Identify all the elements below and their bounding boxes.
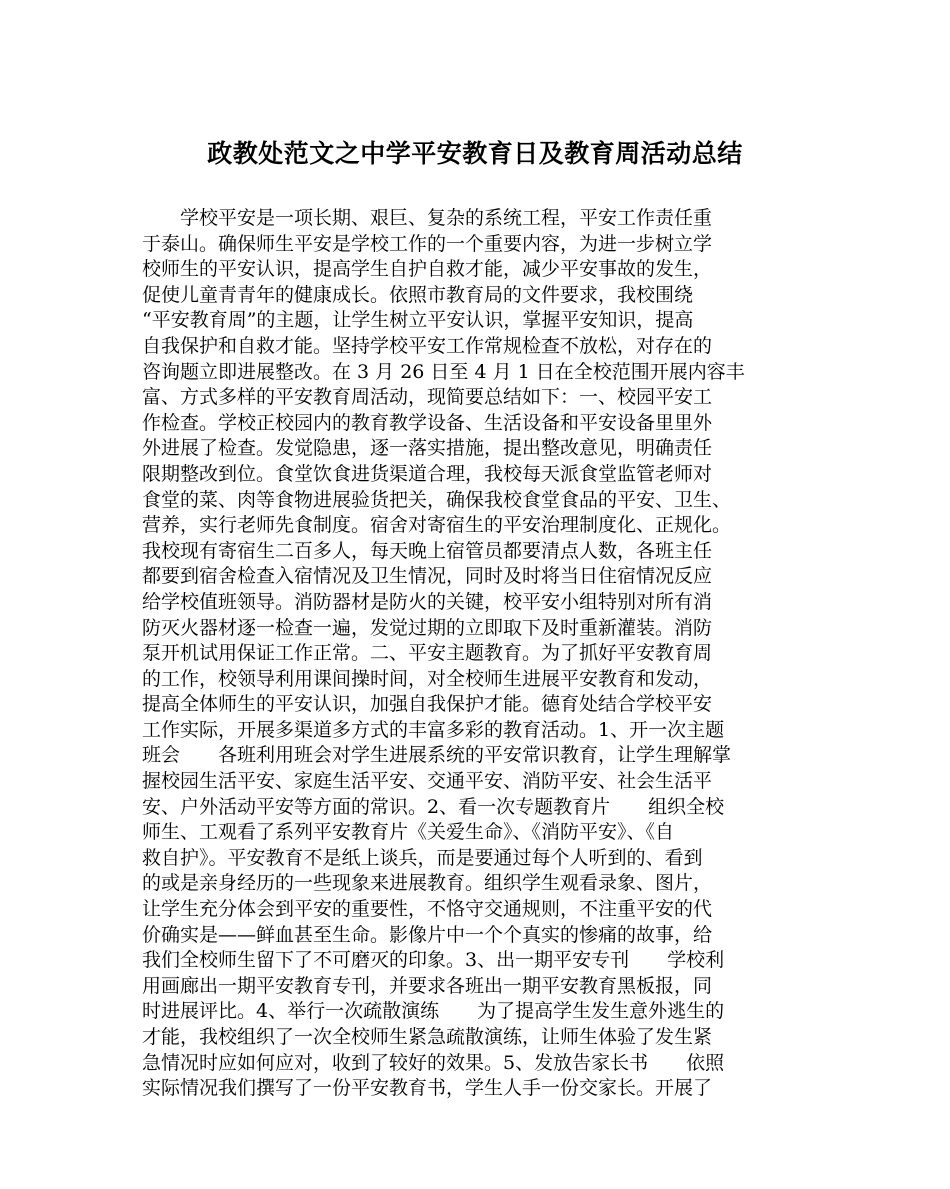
body-line: 防灭火器材逐一检查一遍，发觉过期的立即取下及时重新灌装。消防 xyxy=(142,616,713,639)
body-line: 自我保护和自救才能。坚持学校平安工作常规检查不放松，对存在的 xyxy=(142,334,713,357)
body-line: 校师生的平安认识，提高学生自护自救才能，减少平安事故的发生， xyxy=(142,258,713,281)
body-line: 握校园生活平安、家庭生活平安、交通平安、消防平安、社会生活平 xyxy=(142,770,713,793)
body-line: 外进展了检查。发觉隐患，逐一落实措施，提出整改意见，明确责任 xyxy=(142,437,713,460)
body-line: 限期整改到位。食堂饮食进货渠道合理，我校每天派食堂监管老师对 xyxy=(142,462,713,485)
body-line: 促使儿童青青年的健康成长。依照市教育局的文件要求，我校围绕 xyxy=(142,283,694,306)
body-line: 提高全体师生的平安认识，加强自我保护才能。德育处结合学校平安 xyxy=(142,693,713,716)
body-line: “平安教育周”的主题，让学生树立平安认识，掌握平安知识，提高 xyxy=(142,309,694,332)
body-line: 用画廊出一期平安教育专刊，并要求各班出一期平安教育黑板报，同 xyxy=(142,974,713,997)
body-line: 富、方式多样的平安教育周活动，现简要总结如下：一、校园平安工 xyxy=(142,386,713,409)
body-line: 的工作，校领导利用课间操时间，对全校师生进展平安教育和发动， xyxy=(142,667,713,690)
body-line: 于泰山。确保师生平安是学校工作的一个重要内容，为进一步树立学 xyxy=(142,232,713,255)
body-line: 安、户外活动平安等方面的常识。2、看一次专题教育片 组织全校 xyxy=(142,795,725,818)
body-line: 我校现有寄宿生二百多人，每天晚上宿管员都要清点人数，各班主任 xyxy=(142,539,713,562)
body-line: 价确实是——鲜血甚至生命。影像片中一个个真实的惨痛的故事，给 xyxy=(142,923,713,946)
body-line: 工作实际，开展多渠道多方式的丰富多彩的教育活动。1、开一次主题 xyxy=(142,718,725,741)
body-line: 才能，我校组织了一次全校师生紧急疏散演练，让师生体验了发生紧 xyxy=(142,1026,713,1048)
body-line: 实际情况我们撰写了一份平安教育书，学生人手一份交家长。开展了 xyxy=(142,1077,713,1100)
body-line: 班会 各班利用班会对学生进展系统的平安常识教育，让学生理解掌 xyxy=(142,744,732,767)
body-line: 都要到宿舍检查入宿情况及卫生情况，同时及时将当日住宿情况反应 xyxy=(142,565,713,588)
body-line: 学校平安是一项长期、艰巨、复杂的系统工程，平安工作责任重 xyxy=(142,207,713,229)
body-line: 我们全校师生留下了不可磨灭的印象。3、出一期平安专刊 学校利 xyxy=(142,949,725,972)
document-title: 政教处范文之中学平安教育日及教育周活动总结 xyxy=(207,139,743,168)
body-line: 营养，实行老师先食制度。宿舍对寄宿生的平安治理制度化、正规化。 xyxy=(142,514,732,537)
body-line: 食堂的菜、肉等食物进展验货把关，确保我校食堂食品的平安、卫生、 xyxy=(142,488,732,511)
body-line: 师生、工观看了系列平安教育片《关爱生命》、《消防平安》、《自 xyxy=(142,821,675,844)
body-line: 救自护》。平安教育不是纸上谈兵，而是要通过每个人听到的、看到 xyxy=(142,846,703,869)
body-line: 让学生充分体会到平安的重要性，不恪守交通规则，不注重平安的代 xyxy=(142,898,713,921)
body-line: 给学校值班领导。消防器材是防火的关键，校平安小组特别对所有消 xyxy=(142,590,713,613)
body-line: 作检查。学校正校园内的教育教学设备、生活设备和平安设备里里外 xyxy=(142,411,713,434)
body-line: 急情况时应如何应对，收到了较好的效果。5、发放告家长书 依照 xyxy=(142,1051,725,1074)
body-line: 的或是亲身经历的一些现象来进展教育。组织学生观看录象、图片， xyxy=(142,872,713,895)
body-line: 时进展评比。4、举行一次疏散演练 为了提高学生发生意外逃生的 xyxy=(142,1000,725,1023)
body-line: 咨询题立即进展整改。在 3 月 26 日至 4 月 1 日在全校范围开展内容丰 xyxy=(142,360,745,383)
body-line: 泵开机试用保证工作正常。二、平安主题教育。为了抓好平安教育周 xyxy=(142,642,713,665)
document-body xyxy=(142,206,826,1102)
